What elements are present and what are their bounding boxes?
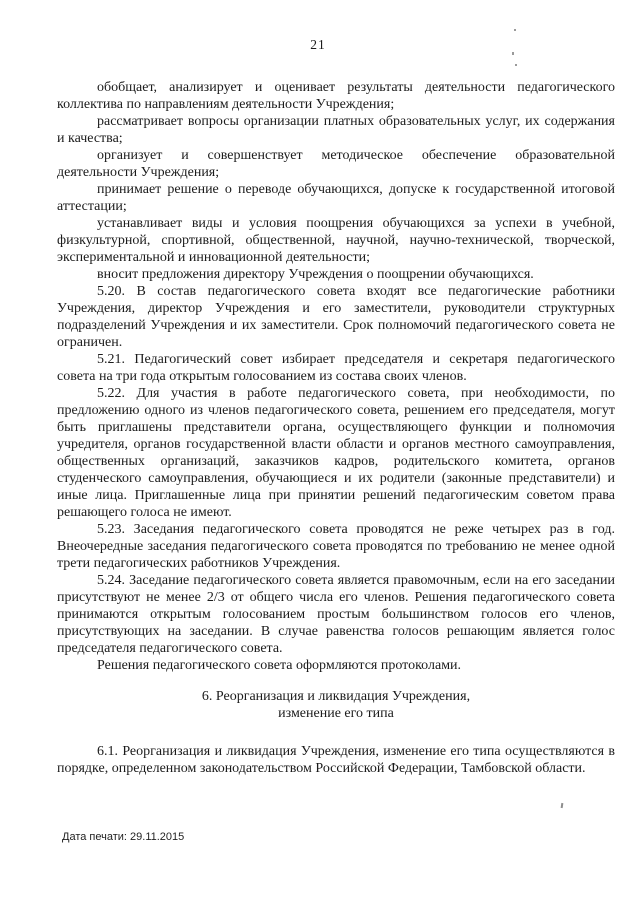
page-number: 21 xyxy=(310,37,326,52)
paragraph-5-21: 5.21. Педагогический совет избирает председателя и секретаря педагогического совета на три года открытым голосованием из состава своих членов. xyxy=(57,352,615,384)
paragraph: устанавливает виды и условия поощрения обучающихся за успехи в учебной, физкультурной, спортивной, общественной, научной, научно-технической, творческой, экспериментальной и инновационной деятельности; xyxy=(57,216,615,265)
paragraph-5-22: 5.22. Для участия в работе педагогического совета, при необходимости, по предложению одного из членов педагогического совета, решением его председателя, могут быть приглашены представители органа, осуществляющего функции и полномочия учредителя, органов государственной власти области и органов местного самоуправления, общественных организаций, заказчиков кадров, родительского комитета, органов студенческого самоуправления, обучающиеся и их родители (законные представители) и иные лица. Приглашенные лица при принятии решений педагогическим советом права решающего голоса не имеют. xyxy=(57,386,615,520)
scan-artifact xyxy=(512,52,514,55)
paragraph: организует и совершенствует методическое обеспечение образовательной деятельности Учреждения; xyxy=(57,148,615,180)
scan-artifact xyxy=(515,64,517,66)
document-body xyxy=(57,79,615,777)
paragraph: вносит предложения директору Учреждения о поощрении обучающихся. xyxy=(97,267,534,282)
paragraph: рассматривает вопросы организации платных образовательных услуг, их содержания и качества; xyxy=(57,114,615,146)
section-heading xyxy=(57,688,615,722)
paragraph: обобщает, анализирует и оценивает результаты деятельности педагогического коллектива по направлениям деятельности Учреждения; xyxy=(57,80,615,112)
scan-artifact xyxy=(561,803,563,808)
paragraph-5-20: 5.20. В состав педагогического совета входят все педагогические работники Учреждения, директор Учреждения и его заместители, руководители структурных подразделений Учреждения и их заместители. Срок полномочий педагогического совета не ограничен. xyxy=(57,284,615,350)
section-heading-line-2: изменение его типа xyxy=(278,706,394,721)
paragraph-5-23: 5.23. Заседания педагогического совета проводятся не реже четырех раз в год. Внеочередные заседания педагогического совета проводятся по требованию не менее одной трети педагогических работников Учреждения. xyxy=(57,522,615,571)
print-date: Дата печати: 29.11.2015 xyxy=(62,831,185,843)
section-heading-line-1: 6. Реорганизация и ликвидация Учреждения, xyxy=(201,689,471,704)
paragraph-5-24: 5.24. Заседание педагогического совета является правомочным, если на его заседании присутствуют не менее 2/3 от общего числа его членов. Решения педагогического совета принимаются открытым голосованием простым большинством голосов его членов, присутствующих на заседании. В случае равенства голосов решающим является голос председателя педагогического совета. xyxy=(57,573,615,656)
scan-artifact xyxy=(514,29,516,31)
paragraph-6-1: 6.1. Реорганизация и ликвидация Учреждения, изменение его типа осуществляются в порядке, определенном законодательством Российской Федерации, Тамбовской области. xyxy=(57,744,615,776)
paragraph: принимает решение о переводе обучающихся, допуске к государственной итоговой аттестации; xyxy=(57,182,615,214)
paragraph: Решения педагогического совета оформляются протоколами. xyxy=(97,658,462,673)
